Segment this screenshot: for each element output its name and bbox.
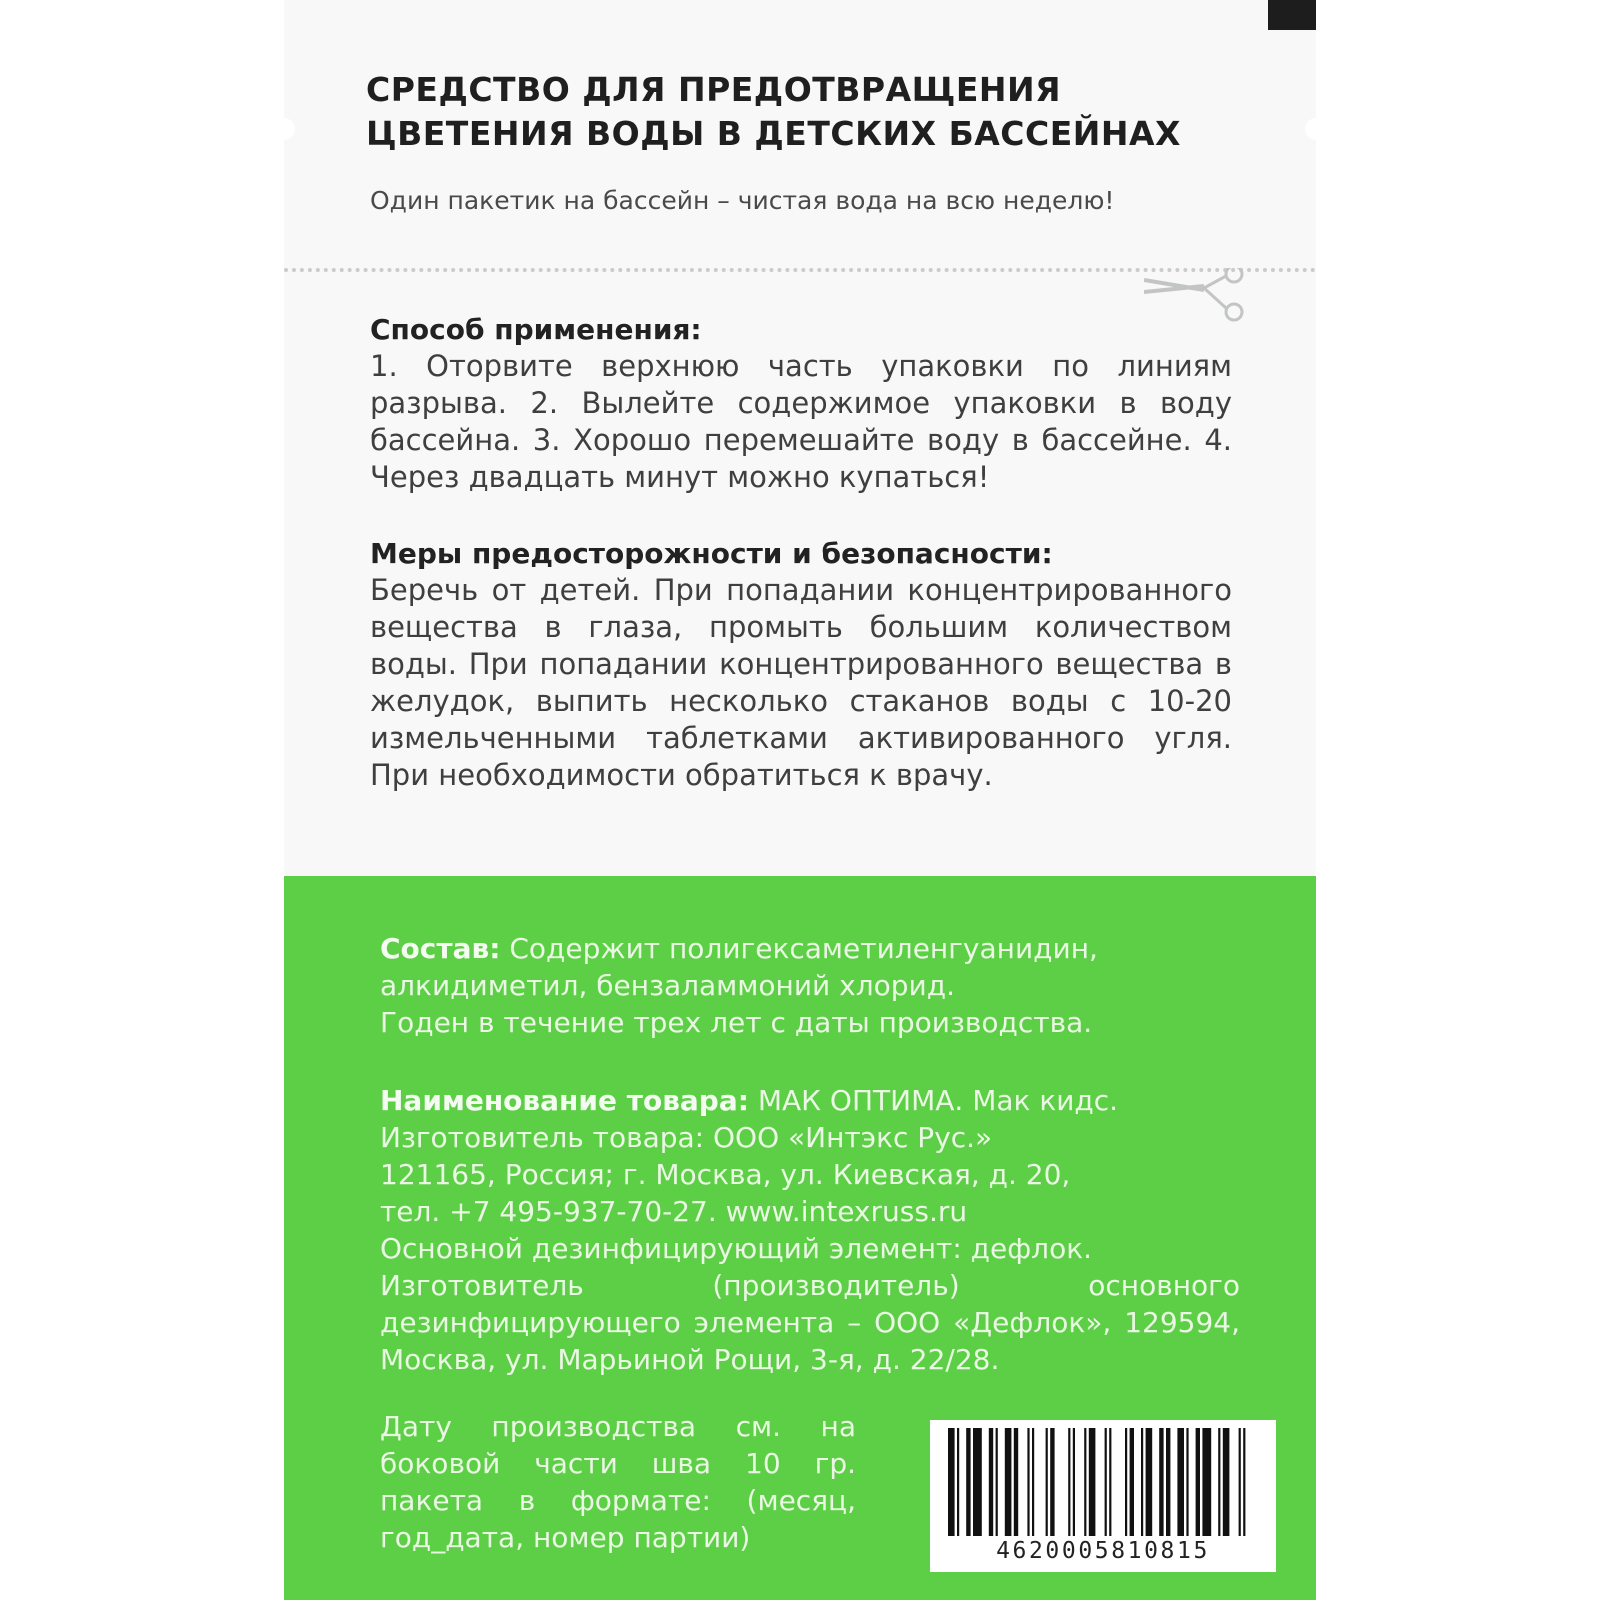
usage-section	[370, 312, 1232, 496]
barcode-number: 4620005810815	[996, 1538, 1210, 1564]
barcode-bar	[1141, 1428, 1143, 1536]
barcode-bar	[1239, 1428, 1241, 1536]
barcode-bar	[1105, 1428, 1107, 1536]
barcode-bar	[1243, 1428, 1245, 1536]
product-name: МАК ОПТИМА. Мак кидс.	[757, 1084, 1119, 1117]
package-corner-shadow	[1268, 0, 1316, 30]
safety-text: Беречь от детей. При попадании концентрированного вещества в глаза, промыть большим количеством воды. При попадании концентрированного вещества в желудок, выпить несколько стаканов воды с 10-20 измельченными таблетками активированного угля. При необходимости обратиться к врачу.	[370, 573, 1232, 792]
title-line-1: СРЕДСТВО ДЛЯ ПРЕДОТВРАЩЕНИЯ	[366, 70, 1062, 109]
title-line-2: ЦВЕТЕНИЯ ВОДЫ В ДЕТСКИХ БАССЕЙНАХ	[366, 114, 1181, 153]
barcode-bar	[1005, 1428, 1012, 1536]
barcode-bar	[966, 1428, 970, 1536]
barcode-bar	[1050, 1428, 1054, 1536]
safety-section	[370, 536, 1232, 794]
main-disinfectant: Основной дезинфицирующий элемент: дефлок.	[380, 1232, 1093, 1265]
barcode-bar	[1027, 1428, 1029, 1536]
barcode-bar	[1202, 1428, 1211, 1536]
product-name-label: Наименование товара:	[380, 1084, 749, 1117]
barcode-bar	[1089, 1428, 1096, 1536]
product-info-block	[380, 1082, 1240, 1378]
safety-heading: Меры предосторожности и безопасности:	[370, 537, 1053, 570]
barcode-bar	[1068, 1428, 1070, 1536]
barcode-bar	[1084, 1428, 1086, 1536]
package-back	[284, 0, 1316, 1600]
tear-notch-right	[1305, 118, 1316, 140]
product-title	[366, 68, 1266, 156]
barcode-bar	[1177, 1428, 1184, 1536]
barcode	[930, 1420, 1276, 1572]
manufacturer-contacts: тел. +7 495-937-70-27. www.intexruss.ru	[380, 1195, 968, 1228]
disinfectant-maker: Изготовитель (производитель) основного дезинфицирующего элемента – ООО «Дефлок», 129594, Москва, ул. Марьиной Рощи, 3-я, д. 22/28.	[380, 1269, 1240, 1376]
barcode-bar	[1166, 1428, 1170, 1536]
usage-heading: Способ применения:	[370, 313, 702, 346]
barcode-bar	[1046, 1428, 1048, 1536]
usage-text: 1. Оторвите верхнюю часть упаковки по линиям разрыва. 2. Вылейте содержимое упаковки в воду бассейна. 3. Хорошо перемешайте воду в бассейне. 4. Через двадцать минут можно купаться!	[370, 349, 1232, 494]
barcode-bar	[1196, 1428, 1200, 1536]
barcode-bar	[1125, 1428, 1127, 1536]
barcode-bar	[1218, 1428, 1220, 1536]
barcode-bar	[996, 1428, 998, 1536]
barcode-bar	[1032, 1428, 1034, 1536]
barcode-bar	[1223, 1428, 1230, 1536]
barcode-bar	[989, 1428, 993, 1536]
production-date-note: Дату производства см. на боковой части шва 10 гр. пакета в формате: (месяц, год_дата, номер партии)	[380, 1410, 856, 1554]
barcode-bar	[973, 1428, 982, 1536]
barcode-bar	[957, 1428, 959, 1536]
product-slogan: Один пакетик на бассейн – чистая вода на всю неделю!	[370, 186, 1115, 215]
barcode-bar	[1073, 1428, 1075, 1536]
barcode-bar	[1186, 1428, 1188, 1536]
composition-block	[380, 930, 1240, 1041]
barcode-bar	[1130, 1428, 1134, 1536]
manufacturer: Изготовитель товара: ООО «Интэкс Рус.»	[380, 1121, 993, 1154]
barcode-bars	[944, 1428, 1260, 1536]
barcode-bar	[1146, 1428, 1153, 1536]
barcode-bar	[1014, 1428, 1018, 1536]
barcode-bar	[1159, 1428, 1163, 1536]
barcode-bar	[1109, 1428, 1111, 1536]
shelf-life: Годен в течение трех лет с даты производства.	[380, 1006, 1093, 1039]
composition-label: Состав:	[380, 932, 501, 965]
barcode-bar	[948, 1428, 955, 1536]
manufacturer-address: 121165, Россия; г. Москва, ул. Киевская, д. 20,	[380, 1158, 1071, 1191]
composition-text: Содержит полигексаметиленгуанидин, алкидиметил, бензаламмоний хлорид.	[380, 932, 1098, 1002]
tear-notch-left	[284, 118, 295, 140]
